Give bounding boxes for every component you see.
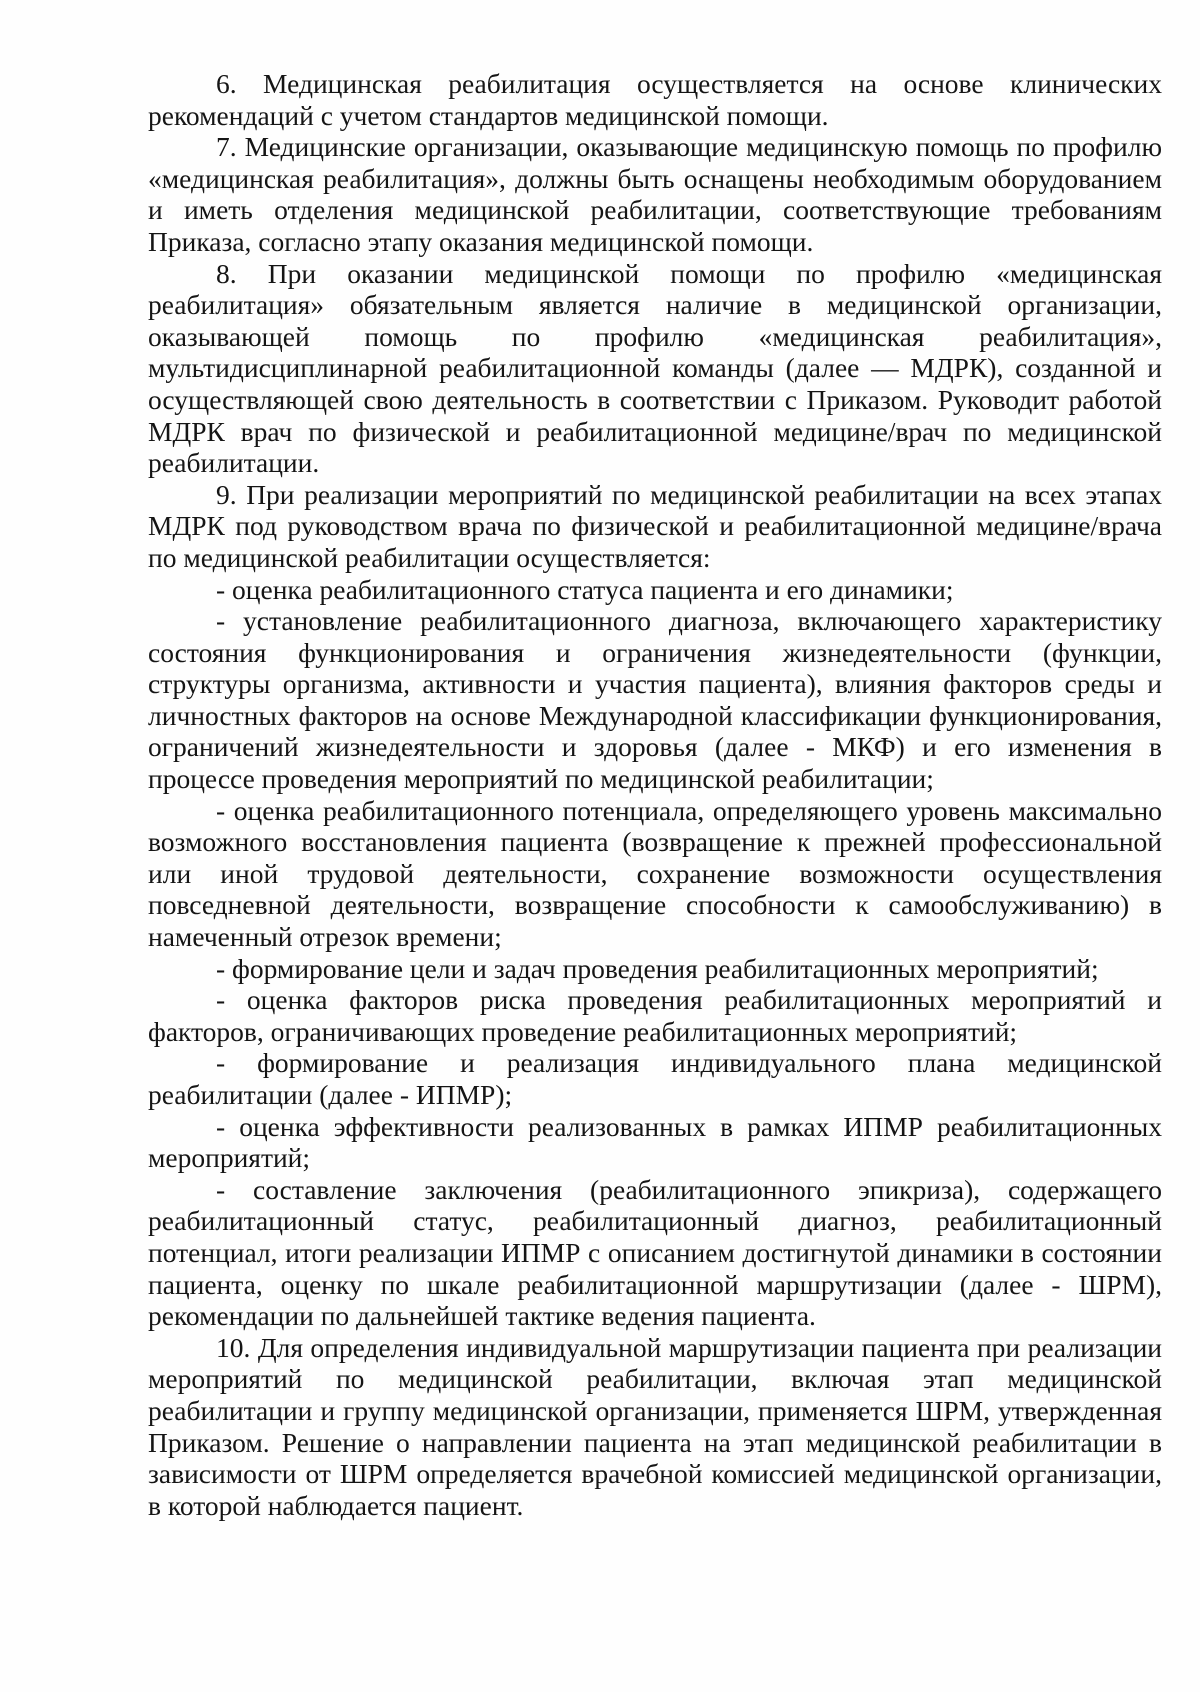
paragraph-6: 6. Медицинская реабилитация осуществляется на основе клинических рекомендаций с учетом стандартов медицинской помощи. (148, 68, 1162, 131)
paragraph-8: 8. При оказании медицинской помощи по профилю «медицинская реабилитация» обязательным является наличие в медицинской организации, оказывающей помощь по профилю «медицинская реабилитация», мультидисциплинарной реабилитационной команды (далее — МДРК), созданной и осуществляющей свою деятельность в соответствии с Приказом. Руководит работой МДРК врач по физической и реабилитационной медицине/врач по медицинской реабилитации. (148, 257, 1162, 479)
list-item-status-assessment: - оценка реабилитационного статуса пациента и его динамики; (216, 573, 954, 605)
paragraph-7: 7. Медицинские организации, оказывающие медицинскую помощь по профилю «медицинская реабилитация», должны быть оснащены необходимым оборудованием и иметь отделения медицинской реабилитации, соответствующие требованиям Приказа, согласно этапу оказания медицинской помощи. (148, 131, 1162, 257)
list-item-potential: - оценка реабилитационного потенциала, определяющего уровень максимально возможного восстановления пациента (возвращение к прежней профессиональной или иной трудовой деятельности, сохранение возможности осуществления повседневной деятельности, возвращение способности к самообслуживанию) в намеченный отрезок времени; (148, 794, 1162, 953)
list-item-goals: - формирование цели и задач проведения реабилитационных мероприятий; (216, 952, 1099, 984)
paragraph-9: 9. При реализации мероприятий по медицинской реабилитации на всех этапах МДРК под руководством врача по физической и реабилитационной медицине/врача по медицинской реабилитации осуществляется: (148, 478, 1162, 573)
paragraph-10: 10. Для определения индивидуальной маршрутизации пациента при реализации мероприятий по медицинской реабилитации, включая этап медицинской реабилитации и группу медицинской организации, применяется ШРМ, утвержденная Приказом. Решение о направлении пациента на этап медицинской реабилитации в зависимости от ШРМ определяется врачебной комиссией медицинской организации, в которой наблюдается пациент. (148, 1331, 1162, 1521)
list-item-ipmr-plan: - формирование и реализация индивидуального плана медицинской реабилитации (далее - ИПМР); (148, 1047, 1162, 1110)
list-item-risk-factors: - оценка факторов риска проведения реабилитационных мероприятий и факторов, ограничивающих проведение реабилитационных мероприятий; (148, 984, 1162, 1047)
list-item-diagnosis: - установление реабилитационного диагноза, включающего характеристику состояния функционирования и ограничения жизнедеятельности (функции, структуры организма, активности и участия пациента), влияния факторов среды и личностных факторов на основе Международной классификации функционирования, ограничений жизнедеятельности и здоровья (далее - МКФ) и его изменения в процессе проведения мероприятий по медицинской реабилитации; (148, 605, 1162, 795)
list-item-effectiveness: - оценка эффективности реализованных в рамках ИПМР реабилитационных мероприятий; (148, 1110, 1162, 1174)
list-item-conclusion: - составление заключения (реабилитационного эпикриза), содержащего реабилитационный статус, реабилитационный диагноз, реабилитационный потенциал, итоги реализации ИПМР с описанием достигнутой динамики в состоянии пациента, оценку по шкале реабилитационной маршрутизации (далее - ШРМ), рекомендации по дальнейшей тактике ведения пациента. (148, 1173, 1162, 1332)
document-body (148, 68, 1162, 1521)
